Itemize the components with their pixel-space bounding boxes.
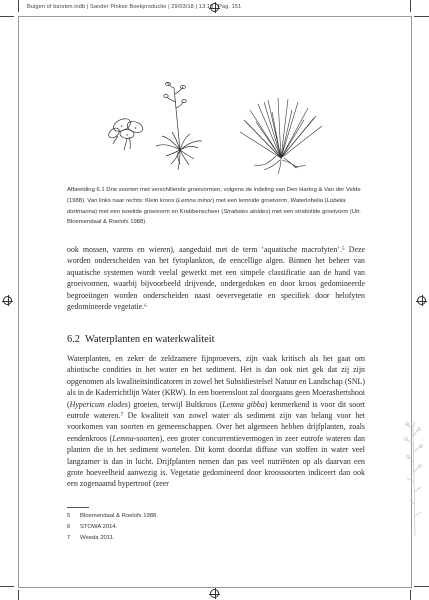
margin-plant-drawing [401,416,427,536]
footnote: 6 STOWA 2014. [67,524,118,530]
footnote: 5 Bloemendaal & Roelofs 1988. [67,513,158,519]
lobelia-dortmanna-drawing [142,80,212,172]
registration-mark-bottom [210,589,219,598]
crop-mark [410,590,411,600]
stratiotes-aloides-drawing [236,98,326,176]
crop-mark [0,586,14,587]
footnotes [67,513,158,546]
crop-mark [414,16,429,17]
crop-mark [410,0,411,12]
crop-mark [414,586,429,587]
registration-mark-left [3,296,12,305]
footnote-rule [67,507,89,508]
section-number: 6.2 [67,334,80,345]
crop-mark [0,16,14,17]
figure-caption: Afbeelding 6.1 Drie soorten met verschillende groeivormen, volgens de indeling van Den Hartog & Van der Velde (1988). Van links naar rechts: Klein kroos (Lemna minor) met een lemnide groeivorm, Waterlobelia (Lobelia dortmanna) met een isoetide groeivorm en Krabbenscheer (Stratiotes aloides) met een stratiotide groeivorm (Uit: Bloemendaal & Roelofs 1988). [67,187,361,226]
crop-mark [18,590,19,600]
section-title: Waterplanten en waterkwaliteit [85,334,215,345]
print-slug: Buigen of barsten.indb | Sander Pinkse Boekproductie | 29/03/18 | 13:19 | Pag. 151 [27,4,242,10]
body-paragraph-2: Waterplanten, en zeker de zeldzamere fijnproevers, zijn vaak kritisch als het gaat om abiotische condities in het water en het sediment. Het is dan ook niet gek dat zij zijn opgenomen als kwaliteitsindicatoren in zowel het Subsidiestelsel Natuur en Landschap (SNL) als in de Kaderrichtlijn Water (KRW). In een boerensloot zal doorgaans geen Moerashertshooi (Hypericum elodes) groeien, terwijl Bultkroos (Lemna gibba) kenmerkend is voor dit soort eutrofe wateren.⁷ De kwaliteit van zowel water als sediment zijn van belang voor het voorkomen van soorten en gemeenschappen. Over het algemeen hebben drijfplanten, zoals eendenkroos (Lemna-soorten), een groter concurrentievermogen in zeer eutrofe wateren dan planten die in het sediment wortelen. Dit komt doordat diffuse van stoffen in water veel langzamer is dan in lucht. Drijfplanten nemen dan pas veel nutriënten op als daarvan een grote hoeveelheid aanwezig is. Vegetatie gedomineerd door kroossoorten indiceert dan ook een zogenaamd hypertroof (zeer [67,354,365,489]
body-paragraph-1: ook mossen, varens en wieren), aangeduid met de term ‘aquatische macrofyten’.⁵ Deze worden onderscheiden van het fytoplankton, de eencellige algen. Binnen het beheer van aquatische systemen wordt veelal gewerkt met een simpele classificatie aan de hand van groeivormen, waarbij bijvoorbeeld drijvende, ondergedoken en door kroos gedomineerde begroeiingen worden onderscheiden naast oevervegetatie en specifiek door helofyten gedomineerde vegetatie.⁶ [67,245,365,312]
section-heading [67,334,215,345]
footnote: 7 Weeda 2011. [67,535,115,541]
registration-mark-right [417,296,426,305]
crop-mark [18,0,19,12]
registration-mark-top [210,3,219,12]
